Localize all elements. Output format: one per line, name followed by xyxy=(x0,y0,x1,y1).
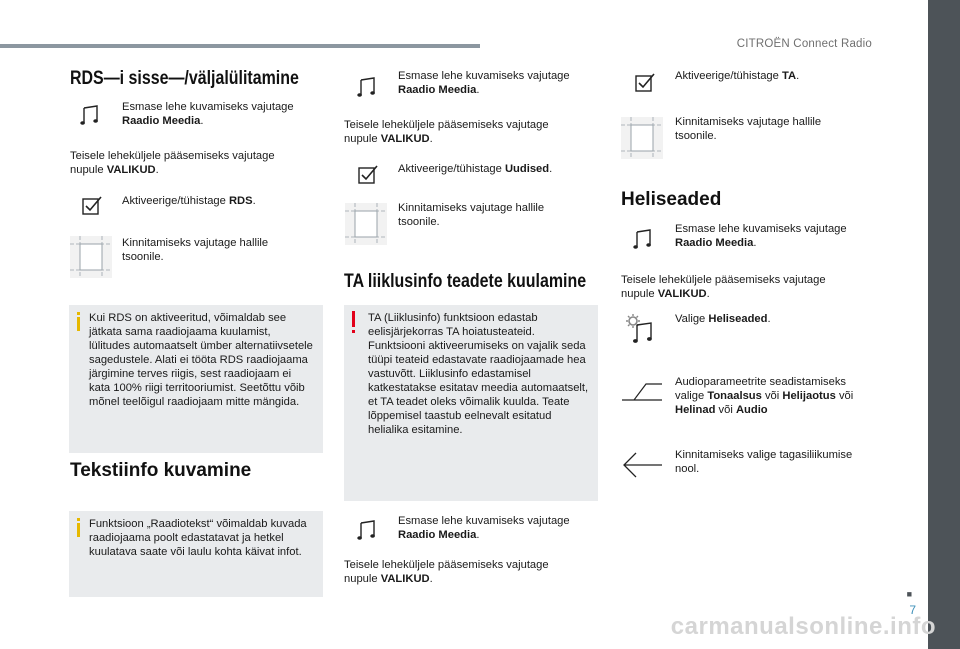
brand-label: CITROËN Connect Radio xyxy=(736,38,872,50)
info-note-rds xyxy=(69,305,323,453)
col1-step4: Kinnitamiseks vajutage hallile tsoonile. xyxy=(122,237,269,263)
section-title-audio: Heliseaded xyxy=(621,189,722,210)
page-number: 7 xyxy=(909,603,916,617)
warning-dot xyxy=(352,330,355,333)
section-title-text-info: Tekstiinfo kuvamine xyxy=(70,460,252,481)
header-rule xyxy=(0,44,480,48)
music-note-icon xyxy=(78,103,102,127)
col3-step3: Esmase lehe kuvamiseks vajutage Raadio Meedia. xyxy=(675,223,847,249)
section-title-rds: RDS—i sisse—/väljalülitamine xyxy=(70,68,299,89)
checkbox-icon xyxy=(80,193,104,217)
col3-step7: Kinnitamiseks valige tagasiliikumise nool. xyxy=(675,449,853,475)
col2-step5: Esmase lehe kuvamiseks vajutage Raadio Meedia. xyxy=(398,515,570,541)
col1-step3: Aktiveerige/tühistage RDS. xyxy=(122,195,256,207)
col3-step4: Teisele leheküljele pääsemiseks vajutage nupule VALIKUD. xyxy=(621,274,826,300)
col3-step1: Aktiveerige/tühistage TA. xyxy=(675,70,800,82)
col3-step2: Kinnitamiseks vajutage hallile tsoonile. xyxy=(675,116,822,142)
info-dot xyxy=(77,312,80,315)
sound-settings-icon xyxy=(625,313,655,345)
gray-zone-icon xyxy=(70,236,112,278)
col2-step1: Esmase lehe kuvamiseks vajutage Raadio Meedia. xyxy=(398,70,570,96)
warning-bar xyxy=(352,311,355,327)
info-note-text: Funktsioon „Raadiotekst“ võimaldab kuvada raadiojaama poolt edastatavat ja hetkel kuulatava saate või laulu kohta käivat infot. xyxy=(89,518,307,558)
info-note-text: Kui RDS on aktiveeritud, võimaldab see jätkata sama raadiojaama kuulamist, lülitudes automaatselt ümber alternatiivsetele sagedustele. Alati ei tööta RDS raadiojaama järgimine terves riigis, sest raadiojaam ei kata 100% riigi territooriumist. Seetõttu võib mõnel teelõigul raadiojaam mitte mängida. xyxy=(89,312,313,408)
gray-zone-icon xyxy=(621,117,663,159)
music-note-icon xyxy=(631,227,655,251)
watermark: carmanualsonline.info xyxy=(670,613,936,640)
warning-note-text: TA (Liiklusinfo) funktsioon edastab eelisjärjekorras TA hoiatusteateid. Funktsiooni aktiveerumiseks on vajalik seda tüüpi teateid edastavate raadiojaamade hea vastuvõtt. Liiklusinfo edastamisel katkestatakse esitatav meedia automaatselt, et TA teadet oleks võimalik kuulda. Teate lõppemisel taastub eelnevalt esitatud helialika esitamine. xyxy=(368,312,589,436)
audio-slider-icon xyxy=(620,382,664,402)
checkbox-icon xyxy=(633,70,657,94)
col2-step3: Aktiveerige/tühistage Uudised. xyxy=(398,163,553,175)
col1-step1: Esmase lehe kuvamiseks vajutage Raadio Meedia. xyxy=(122,101,294,127)
checkbox-icon xyxy=(356,162,380,186)
info-dot xyxy=(77,518,80,521)
warning-note-ta xyxy=(344,305,598,501)
col2-step6: Teisele leheküljele pääsemiseks vajutage nupule VALIKUD. xyxy=(344,559,549,585)
music-note-icon xyxy=(355,518,379,542)
info-note-radiotext xyxy=(69,511,323,597)
col2-step4: Kinnitamiseks vajutage hallile tsoonile. xyxy=(398,202,545,228)
col3-step6: Audioparameetrite seadistamiseks valige Tonaalsus või Helijaotus või Helinad või Audio xyxy=(675,376,854,416)
page-marker: ■ xyxy=(906,589,912,599)
page-edge-bar xyxy=(928,0,960,649)
back-arrow-icon xyxy=(620,450,664,480)
info-bar xyxy=(77,523,80,537)
music-note-icon xyxy=(355,75,379,99)
info-bar xyxy=(77,317,80,331)
gray-zone-icon xyxy=(345,203,387,245)
col2-step2: Teisele leheküljele pääsemiseks vajutage nupule VALIKUD. xyxy=(344,119,549,145)
col3-step5: Valige Heliseaded. xyxy=(675,313,771,325)
section-title-ta: TA liiklusinfo teadete kuulamine xyxy=(344,271,587,292)
col1-step2: Teisele leheküljele pääsemiseks vajutage nupule VALIKUD. xyxy=(70,150,275,176)
